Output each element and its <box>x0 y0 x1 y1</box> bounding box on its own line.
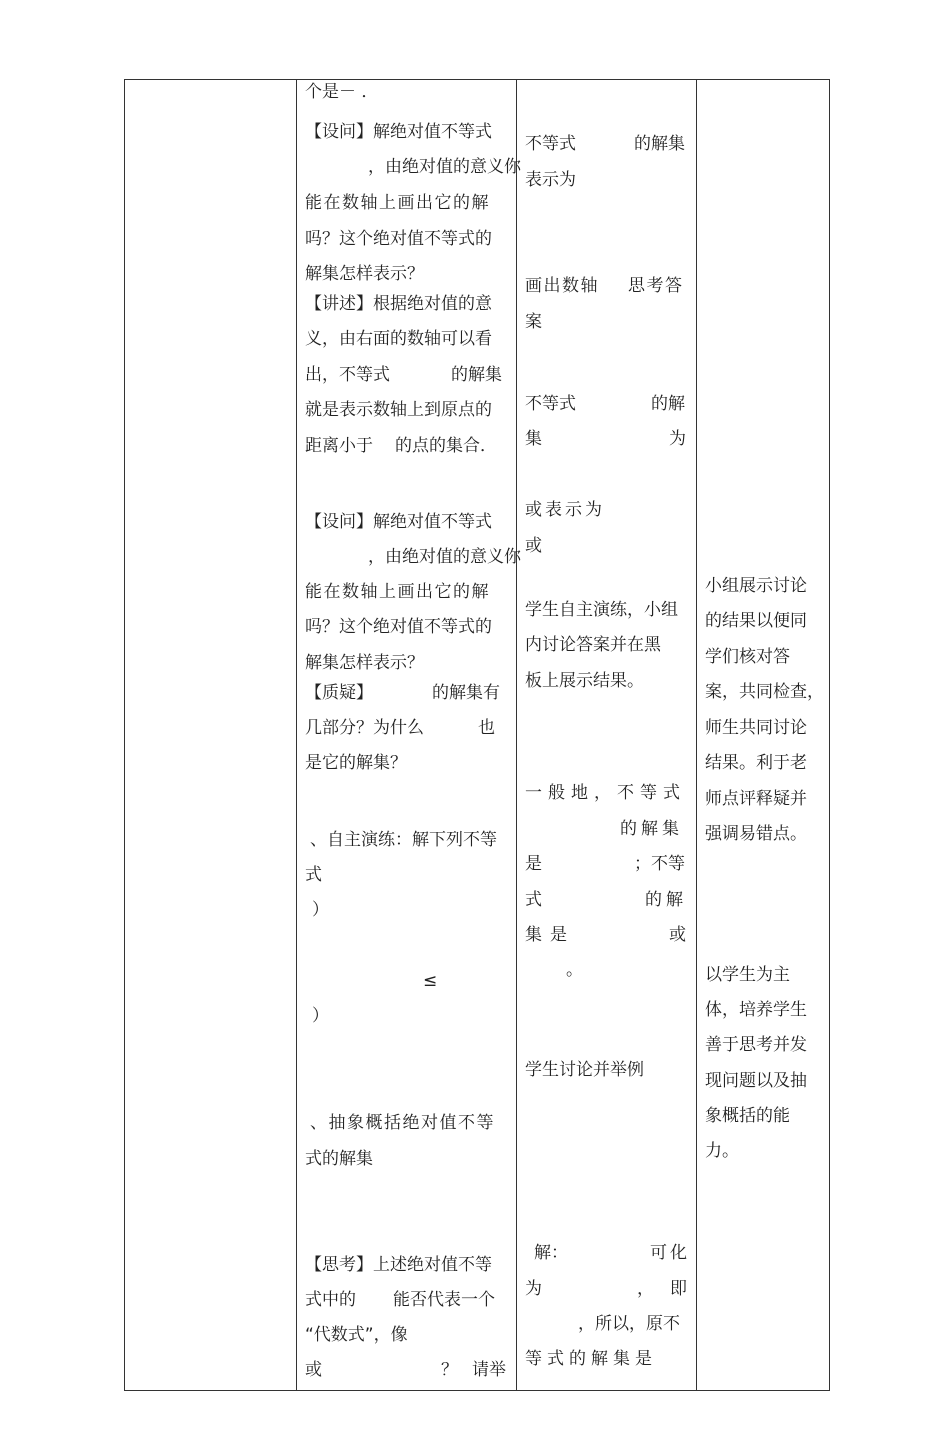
text-line: 义，由右面的数轴可以看 <box>305 329 492 349</box>
text-line: 【质疑】 <box>305 683 373 703</box>
text-line: 解集怎样表示？ <box>305 264 424 284</box>
text-line: 等式的解集是 <box>525 1349 657 1369</box>
text-line: 或 <box>305 1360 322 1380</box>
text-line: 也 <box>478 718 495 738</box>
text-line: 式的解集 <box>305 1149 373 1169</box>
text-line: 的解集 <box>451 365 502 385</box>
text-line: ≤ <box>423 971 438 991</box>
text-line: 可化 <box>650 1243 690 1263</box>
text-line: 能在数轴上画出它的解 <box>305 193 490 213</box>
text-line: 或 <box>525 536 542 556</box>
text-line: 象概括的能 <box>705 1106 790 1126</box>
text-line: 师生共同讨论 <box>705 718 807 738</box>
text-line: 学生自主演练，小组 <box>525 600 678 620</box>
text-line: 的解集 <box>620 819 683 839</box>
text-line: ） <box>312 1006 329 1026</box>
text-line: ，由绝对值的意义你 <box>368 547 521 567</box>
text-line: 一般地，不等式 <box>525 783 686 803</box>
text-line: ？ <box>441 1360 458 1380</box>
text-line: 案，共同检查， <box>705 682 824 702</box>
text-line: 个是－ ． <box>305 82 379 102</box>
text-line: 学生讨论并举例 <box>525 1060 644 1080</box>
text-line: 吗？这个绝对值不等式的 <box>305 229 492 249</box>
text-line: 善于思考并发 <box>705 1035 807 1055</box>
text-line: 是 <box>525 854 542 874</box>
text-line: 式中的 <box>305 1290 356 1310</box>
text-line: 或 <box>669 925 686 945</box>
text-line: 是它的解集？ <box>305 753 407 773</box>
text-line: ，所以，原不 <box>578 1314 680 1334</box>
text-line: 为 <box>669 429 686 449</box>
text-line: ） <box>312 900 329 920</box>
text-line: “代数式”，像 <box>305 1325 408 1345</box>
text-line: 【思考】上述绝对值不等 <box>305 1255 492 1275</box>
text-line: 式 <box>305 865 322 885</box>
text-line: 几部分？为什么 <box>305 718 424 738</box>
text-line: 或表示为 <box>525 500 605 520</box>
text-line: 请举 <box>472 1360 506 1380</box>
text-line: 小组展示讨论 <box>705 576 807 596</box>
text-line: 为 <box>525 1279 542 1299</box>
text-line: 画出数轴 <box>525 276 599 296</box>
text-line: ， <box>637 1279 654 1299</box>
text-line: 现问题以及抽 <box>705 1071 807 1091</box>
text-line: 表示为 <box>525 170 576 190</box>
text-line: 思考答 <box>628 276 684 296</box>
text-line: 师点评释疑并 <box>705 789 807 809</box>
text-line: 吗？这个绝对值不等式的 <box>305 617 492 637</box>
text-line: 的解集有 <box>432 683 500 703</box>
text-line: 就是表示数轴上到原点的 <box>305 400 492 420</box>
text-line: 即 <box>670 1279 687 1299</box>
text-line: 力。 <box>705 1141 739 1161</box>
text-line: 的解 <box>645 890 687 910</box>
text-line: 不等式 <box>525 134 576 154</box>
text-line: 【设问】解绝对值不等式 <box>305 122 492 142</box>
column-divider <box>516 80 517 1390</box>
text-line: 。 <box>566 960 583 980</box>
text-line: 的解集 <box>634 134 685 154</box>
text-line: 学们核对答 <box>705 647 790 667</box>
text-line: ；不等 <box>634 854 685 874</box>
text-line: 式 <box>525 890 542 910</box>
text-line: 距离小于 <box>305 436 373 456</box>
text-line: 集 <box>525 429 542 449</box>
text-line: 以学生为主 <box>705 965 790 985</box>
text-line: 的点的集合． <box>395 436 497 456</box>
text-line: 板上展示结果。 <box>525 671 644 691</box>
text-line: 的结果以便同 <box>705 611 807 631</box>
text-line: 、自主演练：解下列不等 <box>310 830 497 850</box>
text-line: 的解 <box>651 394 685 414</box>
text-line: 不等式 <box>525 394 576 414</box>
text-line: 【设问】解绝对值不等式 <box>305 512 492 532</box>
text-line: 体，培养学生 <box>705 1000 807 1020</box>
column-divider <box>696 80 697 1390</box>
text-line: 案 <box>525 312 542 332</box>
column-divider <box>296 80 297 1390</box>
text-line: ，由绝对值的意义你 <box>368 157 521 177</box>
text-line: 强调易错点。 <box>705 824 807 844</box>
text-line: 解： <box>534 1243 568 1263</box>
text-line: 能否代表一个 <box>393 1290 495 1310</box>
text-line: 、抽象概括绝对值不等 <box>310 1113 495 1133</box>
text-line: 解集怎样表示？ <box>305 653 424 673</box>
text-line: 出，不等式 <box>305 365 390 385</box>
text-line: 结果。利于老 <box>705 753 807 773</box>
text-line: 能在数轴上画出它的解 <box>305 582 490 602</box>
text-line: 【讲述】根据绝对值的意 <box>305 294 492 314</box>
text-line: 集是 <box>525 925 575 945</box>
text-line: 内讨论答案并在黑 <box>525 635 661 655</box>
